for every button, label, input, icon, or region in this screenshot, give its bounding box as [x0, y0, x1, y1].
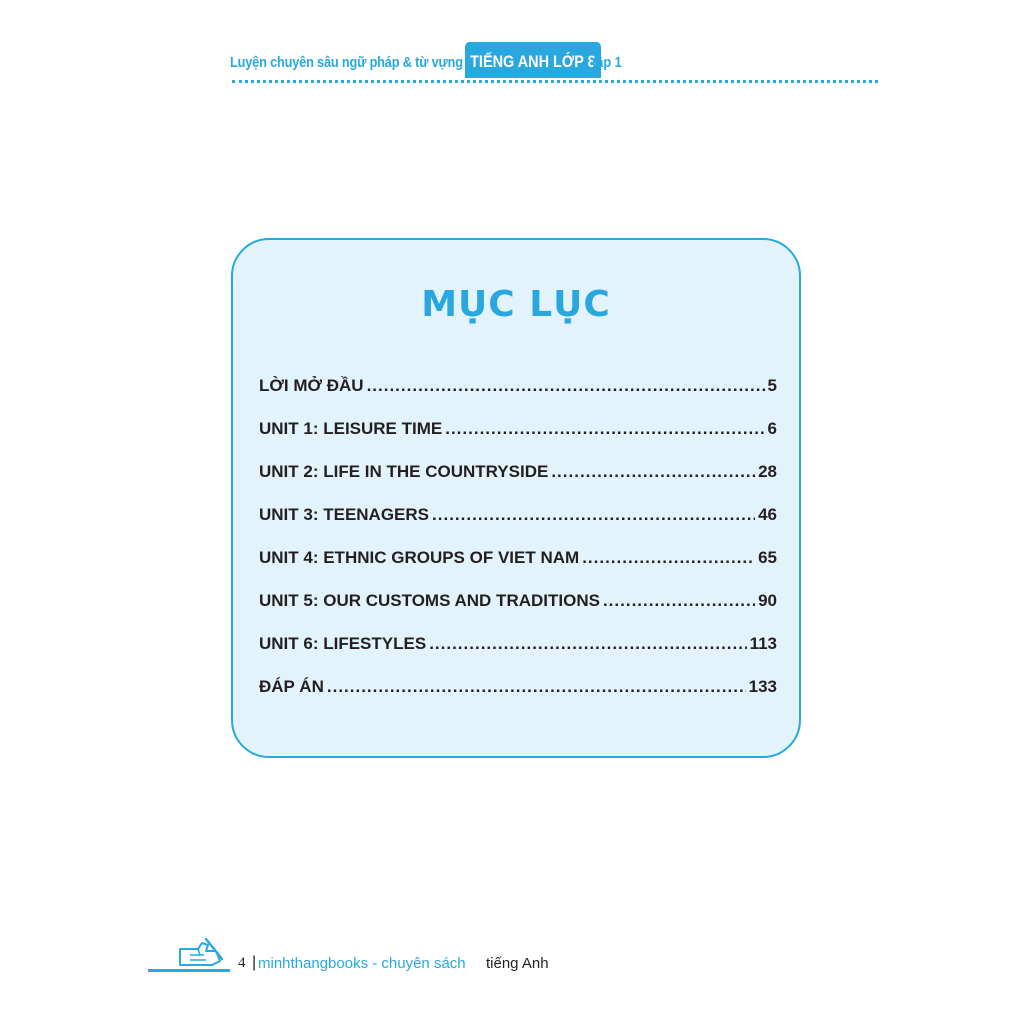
toc-entry-label: UNIT 4: ETHNIC GROUPS OF VIET NAM: [259, 548, 580, 567]
toc-entry-page: 46: [758, 505, 777, 524]
toc-list: [259, 376, 777, 720]
toc-dot-leader: [445, 419, 764, 439]
header-badge: TIẾNG ANH LỚP 8: [465, 42, 601, 78]
header-subtitle: Luyện chuyên sâu ngữ pháp & từ vựng: [230, 54, 463, 71]
toc-dot-leader: [551, 462, 755, 482]
toc-dot-leader: [429, 634, 746, 654]
page-header: [230, 42, 880, 82]
toc-entry-page: 90: [758, 591, 777, 610]
toc-entry-label: UNIT 1: LEISURE TIME: [259, 419, 443, 438]
toc-dot-leader: [432, 505, 755, 525]
table-of-contents-box: [231, 238, 801, 758]
footer-page-number: 4: [238, 955, 246, 971]
toc-entry-page: 6: [767, 419, 777, 438]
page-footer: [148, 935, 648, 975]
toc-entry-page: 113: [749, 634, 777, 653]
toc-dot-leader: [603, 591, 755, 611]
toc-entry[interactable]: [259, 634, 777, 677]
toc-entry-page: 133: [748, 677, 777, 696]
toc-entry-page: 5: [767, 376, 777, 395]
footer-brand: minhthangbooks - chuyên sách: [258, 955, 466, 972]
toc-entry-page: 28: [758, 462, 777, 481]
header-volume: tập 1: [592, 54, 622, 71]
toc-dot-leader: [327, 677, 746, 697]
toc-entry[interactable]: [259, 419, 777, 462]
toc-entry[interactable]: [259, 462, 777, 505]
toc-entry[interactable]: [259, 505, 777, 548]
toc-title: MỤC LỤC: [421, 284, 611, 325]
toc-entry-label: UNIT 2: LIFE IN THE COUNTRYSIDE: [259, 462, 549, 481]
toc-entry-label: UNIT 5: OUR CUSTOMS AND TRADITIONS: [259, 591, 600, 610]
toc-dot-leader: [367, 376, 765, 396]
toc-entry[interactable]: [259, 548, 777, 591]
toc-entry[interactable]: [259, 677, 777, 720]
header-dotted-divider: [232, 80, 878, 83]
toc-entry-label: UNIT 6: LIFESTYLES: [259, 634, 427, 653]
footer-brand-tail: tiếng Anh: [486, 955, 549, 972]
footer-separator: |: [252, 954, 257, 971]
toc-entry[interactable]: [259, 591, 777, 634]
toc-entry-label: LỜI MỞ ĐẦU: [259, 376, 364, 395]
toc-dot-leader: [582, 548, 755, 568]
writing-hand-icon: [176, 935, 226, 971]
toc-entry-label: ĐÁP ÁN: [259, 677, 324, 696]
toc-entry[interactable]: [259, 376, 777, 419]
toc-entry-label: UNIT 3: TEENAGERS: [259, 505, 430, 524]
toc-entry-page: 65: [758, 548, 777, 567]
